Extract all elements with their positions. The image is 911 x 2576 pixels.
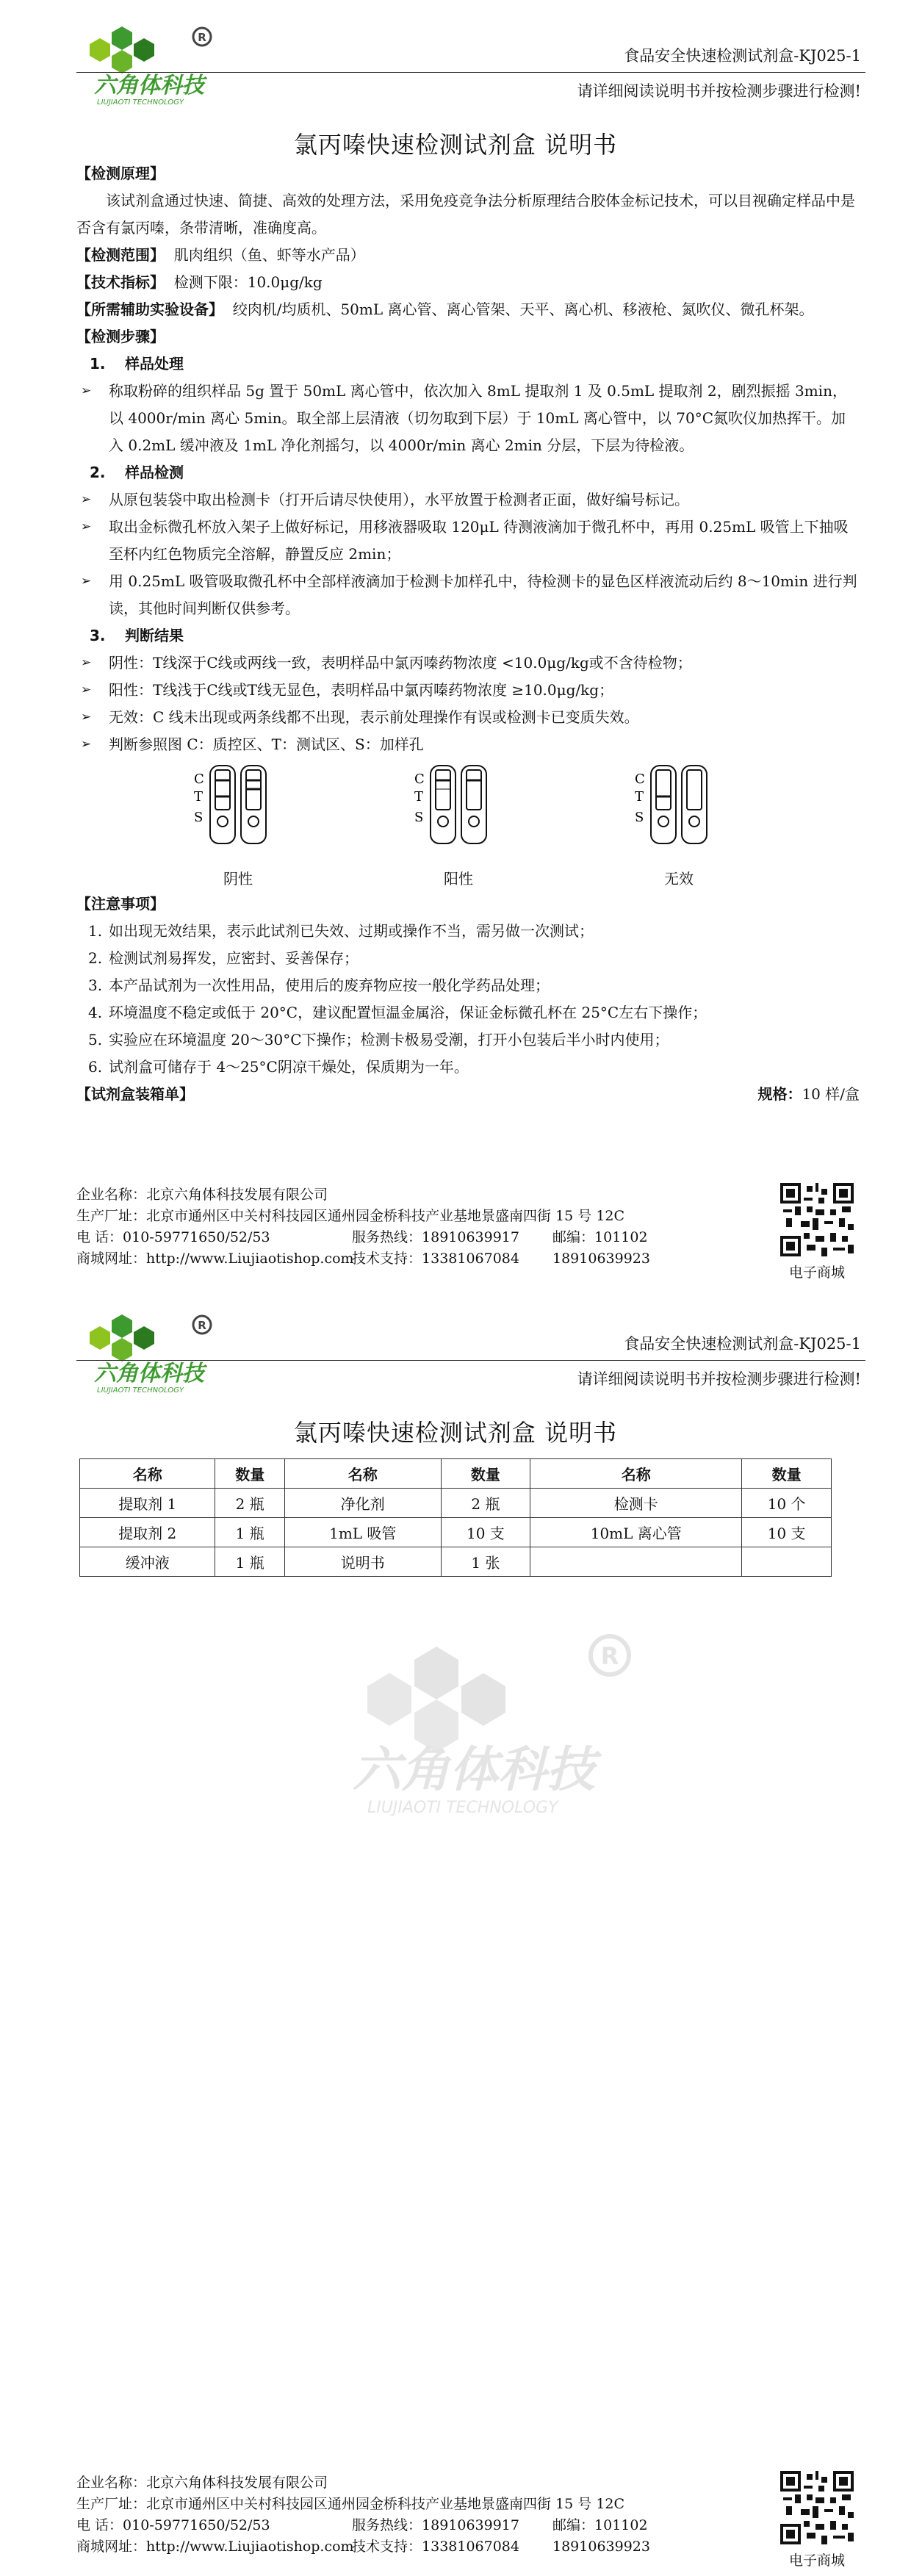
note-item: 3. 本产品试剂为一次性用品，使用后的废弃物应按一般化学药品处理； bbox=[88, 976, 550, 994]
footer: 企业名称：北京六角体科技发展有限公司 生产厂址：北京市通州区中关村科技园区通州园金桥科技产业基地景盛南四街 15 号 12C 电 话：010-59771650/52/53 服务热线：18910639917 邮编：101102 商城网址：http://www.Liujiaotishop.com 技术支持：13381067084 18910639923 bbox=[76, 1187, 650, 1267]
label-s: S bbox=[635, 810, 644, 825]
step1-title: 1. 样品处理 bbox=[90, 355, 184, 373]
equipment-heading: 【所需辅助实验设备】 bbox=[76, 301, 223, 318]
arrow-bullet-icon: ➢ bbox=[81, 492, 92, 507]
document-title: 氯丙嗪快速检测试剂盒 说明书 bbox=[293, 1419, 618, 1447]
table-cell: 10 个 bbox=[742, 1489, 832, 1518]
figure-invalid bbox=[627, 763, 730, 888]
footer: 企业名称：北京六角体科技发展有限公司 生产厂址：北京市通州区中关村科技园区通州园金桥科技产业基地景盛南四街 15 号 12C 电 话：010-59771650/52/53 服务热线：18910639917 邮编：101102 商城网址：http://www.Liujiaotishop.com 技术支持：13381067084 18910639923 bbox=[76, 2475, 650, 2555]
label-c: C bbox=[194, 771, 204, 787]
equipment-text: 绞肉机/均质机、50mL 离心管、离心管架、天平、离心机、移液枪、氮吹仪、微孔杯架。 bbox=[232, 301, 814, 318]
scope-heading: 【检测范围】 bbox=[76, 246, 165, 264]
steps-heading: 【检测步骤】 bbox=[76, 328, 165, 345]
table-cell: 缓冲液 bbox=[80, 1547, 215, 1577]
step2-bullet-2: ➢ 取出金标微孔杯放入架子上做好标记，用移液器吸取 120μL 待测液滴加于微孔杯中，再用 0.25mL 吸管上下抽吸至杯内红色物质完全溶解，静置反应 2min； bbox=[76, 514, 860, 568]
note-item: 2. 检测试剂易挥发，应密封、妥善保存； bbox=[88, 949, 359, 967]
qr-caption: 电子商城 bbox=[788, 1264, 845, 1281]
company-logo bbox=[73, 1310, 228, 1397]
brand-cn: 六角体科技 bbox=[94, 1361, 204, 1386]
table-cell: 2 瓶 bbox=[215, 1489, 284, 1518]
label-c: C bbox=[414, 771, 425, 787]
table-cell: 1 张 bbox=[441, 1547, 530, 1577]
table-header-cell: 数量 bbox=[742, 1459, 832, 1489]
step2-bullet-3: ➢ 用 0.25mL 吸管吸取微孔杯中全部样液滴加于检测卡加样孔中，待检测卡的显色区样液流动后约 8～10min 进行判读，其他时间判断仅供参考。 bbox=[76, 568, 860, 622]
note-item: 4. 环境温度不稳定或低于 20°C，建议配置恒温金属浴，保证金标微孔杯在 25°C左右下操作； bbox=[88, 1004, 707, 1021]
label-t: T bbox=[635, 789, 644, 805]
svg-text:R: R bbox=[600, 1642, 619, 1670]
watermark-brand-cn: 六角体科技 bbox=[353, 1741, 595, 1798]
table-header-cell: 名称 bbox=[284, 1459, 441, 1489]
principle-text: 该试剂盒通过快速、简捷、高效的处理方法，采用免疫竞争法分析原理结合胶体金标记技术，可以目视确定样品中是否含有氯丙嗪，条带清晰，准确度高。 bbox=[76, 192, 855, 237]
caption-invalid: 无效 bbox=[664, 870, 694, 888]
table-header-cell: 名称 bbox=[530, 1459, 742, 1489]
arrow-bullet-icon: ➢ bbox=[81, 737, 92, 752]
document-title: 氯丙嗪快速检测试剂盒 说明书 bbox=[293, 131, 618, 159]
page-2 bbox=[0, 1288, 911, 2576]
brand-en: LIUJIAOTI TECHNOLOGY bbox=[97, 1386, 184, 1395]
table-cell bbox=[742, 1547, 832, 1577]
table-cell: 10mL 离心管 bbox=[530, 1518, 742, 1547]
label-s: S bbox=[194, 810, 204, 825]
svg-text:R: R bbox=[198, 1319, 206, 1332]
product-code: 食品安全快速检测试剂盒-KJ025-1 bbox=[624, 47, 861, 65]
arrow-bullet-icon: ➢ bbox=[81, 683, 92, 697]
notes-heading: 【注意事项】 bbox=[76, 895, 165, 913]
caption-positive: 阳性 bbox=[444, 870, 473, 888]
table-cell: 1mL 吸管 bbox=[284, 1518, 441, 1547]
result-figures bbox=[76, 763, 860, 888]
brand-cn: 六角体科技 bbox=[94, 73, 204, 98]
arrow-bullet-icon: ➢ bbox=[81, 384, 92, 398]
packing-list-table bbox=[79, 1458, 832, 1577]
table-cell: 检测卡 bbox=[530, 1489, 742, 1518]
table-cell: 净化剂 bbox=[284, 1489, 441, 1518]
table-cell: 说明书 bbox=[284, 1547, 441, 1577]
qr-caption: 电子商城 bbox=[788, 2552, 845, 2569]
note-item: 6. 试剂盒可储存于 4～25°C阴凉干燥处，保质期为一年。 bbox=[88, 1058, 469, 1076]
table-cell: 1 瓶 bbox=[215, 1518, 284, 1547]
box-heading-row bbox=[76, 1081, 860, 1108]
table-row bbox=[80, 1489, 832, 1518]
arrow-bullet-icon: ➢ bbox=[81, 574, 92, 589]
principle-heading: 【检测原理】 bbox=[76, 165, 165, 182]
svg-text:R: R bbox=[198, 31, 206, 44]
spec: 规格：10 样/盒 bbox=[757, 1085, 860, 1103]
step2-title: 2. 样品检测 bbox=[90, 464, 184, 481]
step3-bullet-4: ➢ 判断参照图 C：质控区、T：测试区、S：加样孔 bbox=[76, 731, 860, 758]
tech-text: 检测下限：10.0μg/kg bbox=[173, 273, 323, 291]
document-body bbox=[76, 160, 860, 1108]
box-heading: 【试剂盒装箱单】 bbox=[76, 1085, 194, 1103]
brand-en: LIUJIAOTI TECHNOLOGY bbox=[97, 98, 184, 107]
table-header-cell: 数量 bbox=[441, 1459, 530, 1489]
table-header-cell: 数量 bbox=[215, 1459, 284, 1489]
watermark-logo bbox=[323, 1620, 632, 1826]
header-divider bbox=[76, 72, 865, 73]
watermark-brand-en: LIUJIAOTI TECHNOLOGY bbox=[367, 1799, 558, 1817]
step2-bullet-1: ➢ 从原包装袋中取出检测卡（打开后请尽快使用），水平放置于检测者正面，做好编号标记。 bbox=[76, 486, 860, 514]
arrow-bullet-icon: ➢ bbox=[81, 519, 92, 534]
table-row bbox=[80, 1547, 832, 1577]
arrow-bullet-icon: ➢ bbox=[81, 710, 92, 724]
figure-negative bbox=[187, 763, 289, 888]
note-item: 5. 实验应在环境温度 20～30°C下操作；检测卡极易受潮，打开小包装后半小时内使用； bbox=[88, 1031, 669, 1048]
table-header-cell: 名称 bbox=[80, 1459, 215, 1489]
table-cell: 1 瓶 bbox=[215, 1547, 284, 1577]
note-item: 1. 如出现无效结果，表示此试剂已失效、过期或操作不当，需另做一次测试； bbox=[88, 922, 594, 940]
company-logo bbox=[73, 22, 228, 109]
label-t: T bbox=[414, 789, 424, 805]
product-code: 食品安全快速检测试剂盒-KJ025-1 bbox=[624, 1335, 861, 1353]
figure-positive bbox=[407, 763, 510, 888]
label-s: S bbox=[414, 810, 424, 825]
header-notice: 请详细阅读说明书并按检测步骤进行检测! bbox=[577, 1370, 861, 1388]
step3-title: 3. 判断结果 bbox=[90, 627, 184, 644]
header-notice: 请详细阅读说明书并按检测步骤进行检测! bbox=[577, 82, 861, 100]
arrow-bullet-icon: ➢ bbox=[81, 655, 92, 670]
scope-text: 肌肉组织（鱼、虾等水产品） bbox=[173, 246, 365, 264]
table-header-row bbox=[80, 1459, 832, 1489]
step3-bullet-3: ➢ 无效：C 线未出现或两条线都不出现，表示前处理操作有误或检测卡已变质失效。 bbox=[76, 704, 860, 731]
tech-heading: 【技术指标】 bbox=[76, 273, 165, 291]
step3-bullet-1: ➢ 阴性：T线深于C线或两线一致，表明样品中氯丙嗪药物浓度 <10.0μg/kg或不含待检物； bbox=[76, 650, 860, 677]
table-cell: 10 支 bbox=[441, 1518, 530, 1547]
label-t: T bbox=[194, 789, 204, 805]
notes-list bbox=[76, 918, 860, 1081]
label-c: C bbox=[635, 771, 645, 787]
table-cell: 2 瓶 bbox=[441, 1489, 530, 1518]
step3-bullet-2: ➢ 阳性：T线浅于C线或T线无显色，表明样品中氯丙嗪药物浓度 ≥10.0μg/kg； bbox=[76, 677, 860, 704]
qr-code-icon[interactable] bbox=[780, 1183, 854, 1256]
table-cell: 10 支 bbox=[742, 1518, 832, 1547]
qr-code-icon[interactable] bbox=[780, 2471, 854, 2544]
header-divider bbox=[76, 1360, 865, 1361]
table-row bbox=[80, 1518, 832, 1547]
caption-negative: 阴性 bbox=[223, 870, 253, 888]
step1-bullet-1: ➢ 称取粉碎的组织样品 5g 置于 50mL 离心管中，依次加入 8mL 提取剂 1 及 0.5mL 提取剂 2，剧烈振摇 3min，以 4000r/min 离心 5min。取全部上层清液（切勿取到下层）于 10mL 离心管中，以 70°C氮吹仪加热挥干。加入 0.2mL 缓冲液及 1mL 净化剂摇匀，以 4000r/min 离心 2min 分层，下层为待检液。 bbox=[76, 378, 860, 459]
table-cell bbox=[530, 1547, 742, 1577]
table-cell: 提取剂 1 bbox=[80, 1489, 215, 1518]
table-cell: 提取剂 2 bbox=[80, 1518, 215, 1547]
